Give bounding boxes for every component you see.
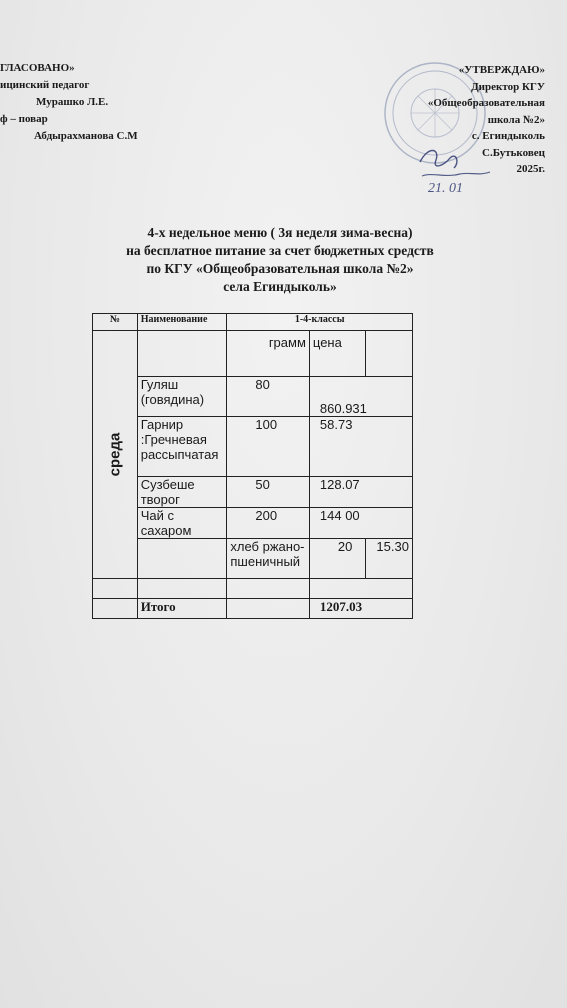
header-num: №: [93, 314, 138, 331]
approve-name: С.Бутьковец: [482, 146, 545, 159]
approve-year: 2025г.: [516, 163, 545, 175]
empty-cell: [137, 579, 227, 599]
approve-title: «УТВЕРЖДАЮ»: [458, 64, 545, 76]
total-value: 1207.03: [309, 599, 412, 619]
table-row: [93, 539, 413, 579]
row-price: 144 00: [309, 508, 412, 539]
signature-icon: [410, 128, 500, 198]
row-name: Сузбеше творог: [137, 477, 227, 508]
row-gram: 80: [227, 377, 310, 417]
agreed-title: ГЛАСОВАНО»: [0, 62, 75, 74]
row-price: 860.931: [309, 377, 412, 417]
title-line-4: села Егиндыколь»: [223, 279, 337, 294]
table-total-row: [93, 599, 413, 619]
approve-school-1: «Общеобразовательная: [427, 97, 545, 109]
approve-school-2: школа №2»: [487, 113, 545, 126]
table-empty-row: [93, 579, 413, 599]
title-line-2: на бесплатное питание за счет бюджетных средств: [126, 243, 434, 258]
total-empty-gram: [227, 599, 310, 619]
signature-date: 21. 01: [428, 181, 463, 196]
header-name: Наименование: [137, 314, 227, 331]
header-class: 1-4-классы: [227, 314, 413, 331]
subheader-extra: [366, 331, 413, 377]
day-cell-empty: [137, 539, 227, 579]
agreed-name-nurse: Мурашко Л.Е.: [36, 96, 109, 108]
agreed-block: [0, 60, 200, 145]
row-price: 58.73: [309, 417, 412, 477]
row-price: 128.07: [309, 477, 412, 508]
approve-role: Директор КГУ: [471, 80, 545, 93]
empty-cell: [93, 579, 138, 599]
title-line-1: 4-х недельное меню ( 3я неделя зима-весна): [147, 225, 413, 240]
row-gram: 100: [227, 417, 310, 477]
title-line-3: по КГУ «Общеобразовательная школа №2»: [146, 261, 414, 276]
row-name: Чай с сахаром: [137, 508, 227, 539]
table-row: [93, 417, 413, 477]
day-label: среда: [106, 432, 124, 477]
agreed-role-cook: ф – повар: [0, 113, 48, 125]
table-row: [93, 377, 413, 417]
agreed-name-cook: Абдырахманова С.М: [34, 130, 138, 142]
row-gram: 200: [227, 508, 310, 539]
row-price: 15.30: [366, 539, 413, 579]
row-gram: 20: [309, 539, 366, 579]
approve-village: с. Егиндыколь: [471, 130, 545, 142]
table-subheader-row: [93, 331, 413, 377]
row-gram: 50: [227, 477, 310, 508]
subheader-gram: грамм: [227, 331, 310, 377]
table-row: [93, 508, 413, 539]
menu-title: [60, 224, 500, 296]
table-row: [93, 477, 413, 508]
row-name: Гуляш (говядина): [137, 377, 227, 417]
empty-cell: [227, 579, 310, 599]
menu-table: [92, 313, 413, 619]
empty-cell: [309, 579, 412, 599]
row-name: Гарнир :Гречневая рассыпчатая: [137, 417, 227, 477]
total-label: Итого: [137, 599, 227, 619]
total-empty-cell: [93, 599, 138, 619]
row-name: хлеб ржано-пшеничный: [227, 539, 310, 579]
subheader-empty: [137, 331, 227, 377]
subheader-price: цена: [309, 331, 366, 377]
table-header-row: [93, 314, 413, 331]
agreed-role-nurse: ицинский педагог: [0, 79, 90, 91]
day-cell: [93, 331, 138, 579]
